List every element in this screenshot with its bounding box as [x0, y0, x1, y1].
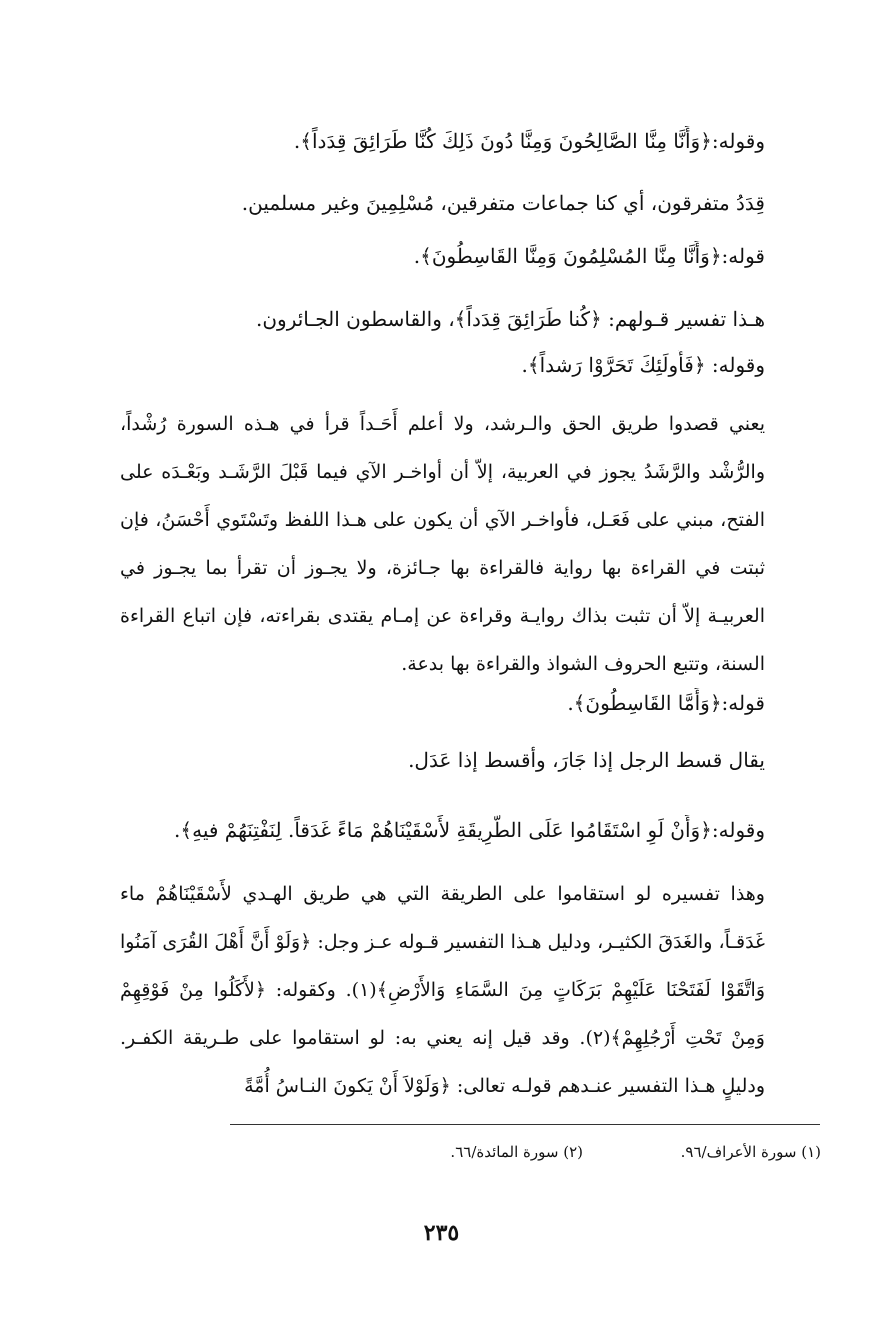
footnote-2: (٢) سورة المائدة/٦٦.: [450, 1143, 583, 1161]
footnote-1: (١) سورة الأعراف/٩٦.: [680, 1143, 821, 1161]
text-line-5: وقوله: ﴿فَأُولَئِكَ تَحَرَّوْا رَشداً﴾.: [521, 353, 765, 377]
text-line-4: هـذا تفسير قـولهم: ﴿كُنا طَرَائِقَ قِدَداً﴾، والقاسطون الجـائرون.: [255, 307, 765, 331]
page-number: ٢٣٥: [423, 1220, 460, 1246]
text-line-8: وقوله:﴿وَأَنْ لَوِ اسْتَقَامُوا عَلَى الطَّرِيقَةِ لأَسْقَيْنَاهُمْ مَاءً غَدَقاً. لِنَفْتِنَهُمْ فيهِ﴾.: [174, 818, 765, 842]
footnote-divider: [230, 1124, 820, 1125]
text-line-7: يقال قسط الرجل إذا جَارَ، وأقسط إذا عَدَل.: [408, 748, 765, 772]
paragraph-2: وهذا تفسيره لو استقاموا على الطريقة التي هي طريق الهـدي لأَسْقَيْنَاهُمْ ماء غَدَقـاً، والغَدَقَ الكثيـر، ودليل هـذا التفسير قـوله عـز وجل: ﴿وَلَوْ أَنَّ أَهْلَ القُرَى آمَنُوا وَاتَّقَوْا لَفَتَحْنَا عَلَيْهِمْ بَرَكَاتٍ مِنَ السَّمَاءِ وَالأَرْضِ﴾(١). وكقوله: ﴿لأَكَلُوا مِنْ فَوْقِهِمْ وَمِنْ تَحْتِ أَرْجُلِهِمْ﴾(٢). وقد قيل إنه يعني به: لو استقاموا على طـريقة الكفـر. ودليلٍ هـذا التفسير عنـدهم قولـه تعالى: ﴿وَلَوْلاَ أَنْ يَكونَ النـاسُ أُمَّةً: [120, 883, 765, 1097]
text-line-1: وقوله:﴿وَأَنَّا مِنَّا الصَّالِحُونَ وَمِنَّا دُونَ ذَلِكَ كُنَّا طَرَائِقَ قِدَداً﴾.: [293, 129, 765, 153]
text-line-2: قِدَدُ متفرقون، أي كنا جماعات متفرقين، مُسْلِمِينَ وغير مسلمين.: [241, 191, 765, 215]
text-line-3: قوله:﴿وَأَنَّا مِنَّا المُسْلِمُونَ وَمِنَّا القَاسِطُونَ﴾.: [413, 244, 765, 268]
paragraph-1: يعني قصدوا طريق الحق والـرشد، ولا أعلم أَحَـداً قرأ في هـذه السورة رُشْداً، والرُّشْد والرَّشَدُ يجوز في العربية، إلاّ أن أواخـر الآي فيما قَبْلَ الرَّشَـد وبَعْـدَه على الفتح، مبني على فَعَـل، فأواخـر الآي أن يكون على هـذا اللفظ وتَسْتَوي أَحْسَنُ، فإن ثبتت في القراءة بها رواية فالقراءة بها جـائزة، ولا يجـوز أن تقرأ بما يجـوز في العربيـة إلاّ أن تثبت بذاك روايـة وقراءة عن إمـام يقتدى بقراءته، فإن اتباع القراءة السنة، وتتبع الحروف الشواذ والقراءة بها بدعة.: [120, 413, 765, 675]
text-line-6: قوله:﴿وَأَمَّا القَاسِطُونَ﴾.: [567, 691, 765, 715]
